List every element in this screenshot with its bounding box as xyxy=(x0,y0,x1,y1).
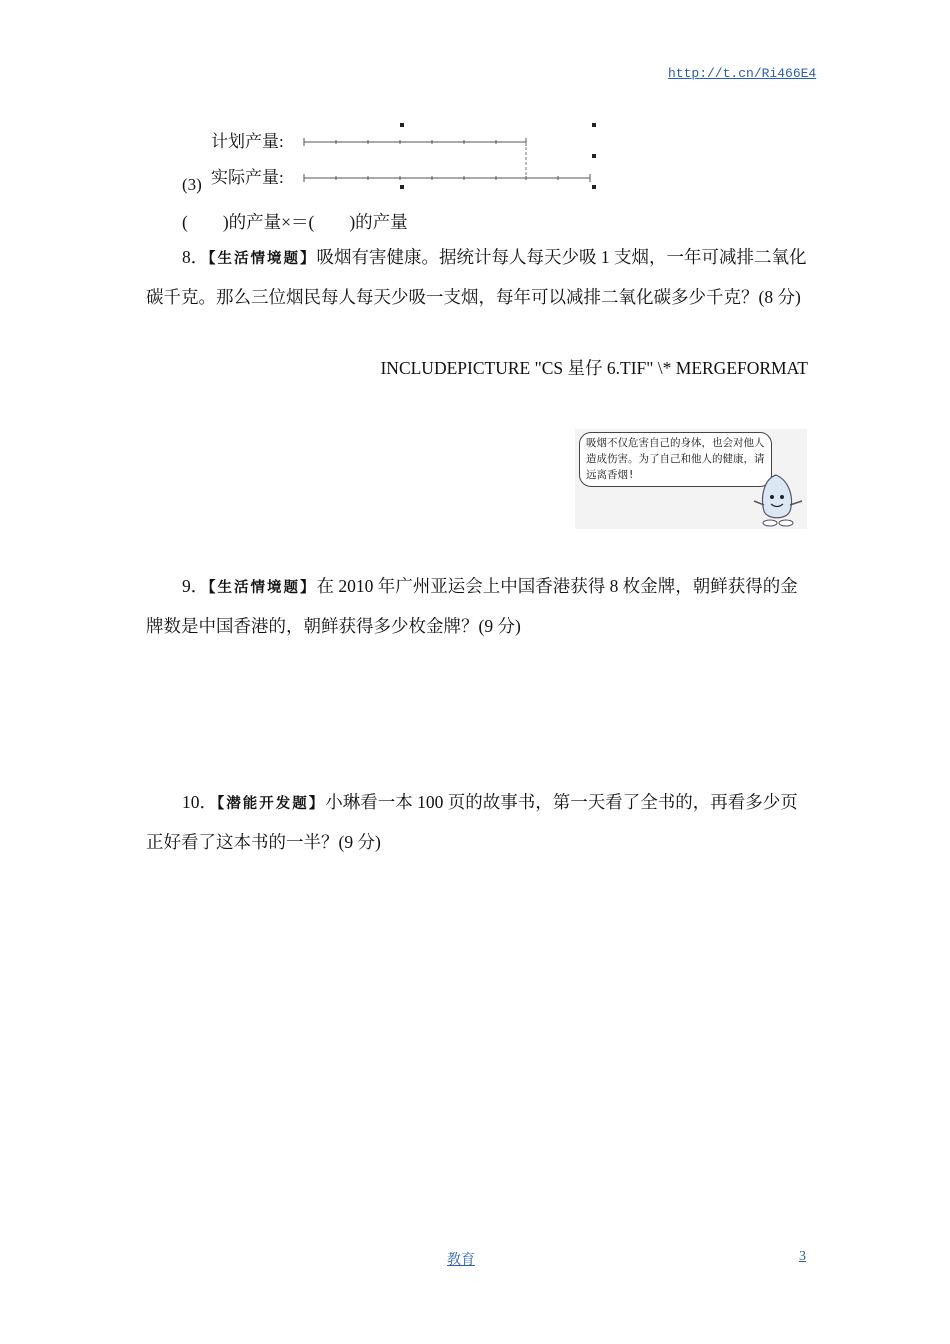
q9-paragraph xyxy=(146,567,808,645)
q7-formula: ( )的产量×＝( )的产量 xyxy=(182,212,408,232)
q10-tag: 【潜能开发题】 xyxy=(217,796,326,812)
production-diagram xyxy=(180,120,600,196)
handle xyxy=(592,154,596,158)
q8-number: 8． xyxy=(182,247,209,267)
footer-link[interactable]: 教育 xyxy=(447,1253,475,1268)
handle xyxy=(400,123,404,127)
q8-text: 吸烟有害健康。据统计每人每天少吸 1 支烟，一年可减排二氧化碳千克。那么三位烟民每人每天少吸一支烟，每年可以减排二氧化碳多少千克？(8 分) xyxy=(146,247,807,307)
item-number: (3) xyxy=(182,175,202,194)
mascot-illustration xyxy=(575,429,807,529)
q10-paragraph xyxy=(146,783,808,861)
handle xyxy=(592,123,596,127)
q9-number: 9． xyxy=(182,576,209,596)
q10-text: 小琳看一本 100 页的故事书，第一天看了全书的，再看多少页正好看了这本书的一半？(9 分) xyxy=(146,792,798,852)
q10-number: 10． xyxy=(182,792,217,812)
handle xyxy=(400,185,404,189)
mascot-icon xyxy=(750,471,806,529)
speech-bubble: 吸烟不仅危害自己的身体，也会对他人造成伤害。为了自己和他人的健康，请远离香烟! xyxy=(579,432,772,487)
page-number[interactable]: 3 xyxy=(799,1249,806,1264)
q8-tag: 【生活情境题】 xyxy=(208,251,317,267)
field-code: INCLUDEPICTURE "CS 星仔 6.TIF" \* MERGEFORMAT xyxy=(380,358,808,378)
q9-tag: 【生活情境题】 xyxy=(208,580,317,596)
actual-label: 实际产量: xyxy=(211,168,284,187)
header-url-link[interactable]: http://t.cn/Ri466E4 xyxy=(668,66,817,81)
q9-text: 在 2010 年广州亚运会上中国香港获得 8 枚金牌，朝鲜获得的金牌数是中国香港的，朝鲜获得多少枚金牌？(9 分) xyxy=(146,576,798,636)
q8-paragraph xyxy=(146,238,808,316)
handle xyxy=(592,185,596,189)
planned-label: 计划产量: xyxy=(211,132,284,151)
